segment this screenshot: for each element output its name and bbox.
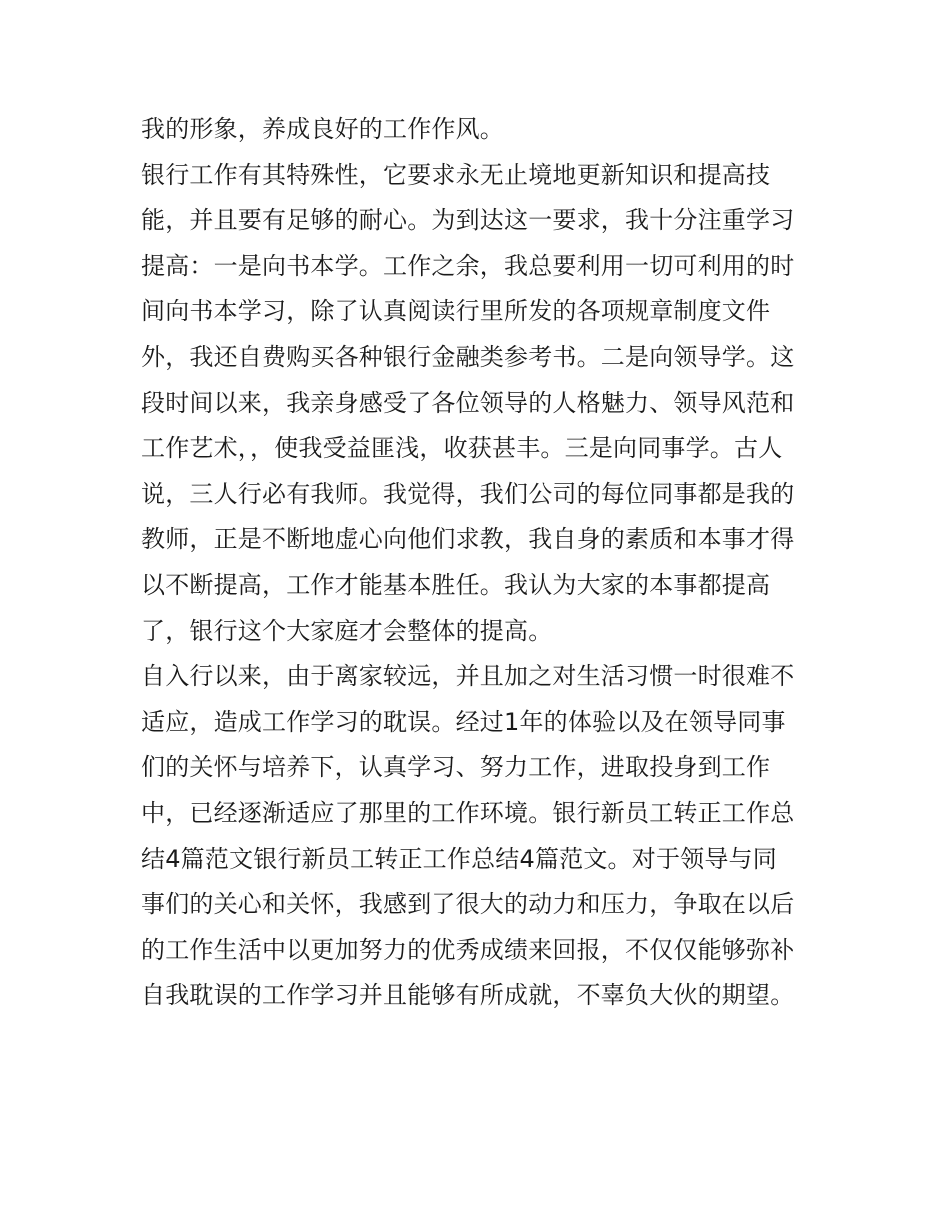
text-line: 适应，造成工作学习的耽误。经过1年的体验以及在领导同事 (141, 707, 786, 736)
text-line: 了，银行这个大家庭才会整体的提高。 (141, 616, 553, 645)
text-line: 以不断提高，工作才能基本胜任。我认为大家的本事都提高 (141, 570, 771, 599)
text-line: 自我耽误的工作学习并且能够有所成就，不辜负大伙的期望。 (141, 981, 795, 1010)
text-line: 银行工作有其特殊性，它要求永无止境地更新知识和提高技 (141, 160, 771, 189)
text-line: 自入行以来，由于离家较远，并且加之对生活习惯一时很难不 (141, 662, 795, 691)
text-line: 工作艺术，，使我受益匪浅，收获甚丰。三是向同事学。古人 (141, 434, 783, 463)
text-line: 间向书本学习，除了认真阅读行里所发的各项规章制度文件 (141, 297, 771, 326)
text-line: 结4篇范文银行新员工转正工作总结4篇范文。对于领导与同 (141, 844, 777, 873)
text-line: 的工作生活中以更加努力的优秀成绩来回报，不仅仅能够弥补 (141, 935, 795, 964)
text-line: 教师，正是不断地虚心向他们求教，我自身的素质和本事才得 (141, 525, 795, 554)
text-line: 说，三人行必有我师。我觉得，我们公司的每位同事都是我的 (141, 479, 795, 508)
body-text (141, 107, 821, 1019)
text-line: 我的形象，养成良好的工作作风。 (141, 115, 504, 143)
text-line: 外，我还自费购买各种银行金融类参考书。二是向领导学。这 (141, 342, 795, 371)
text-line: 中，已经逐渐适应了那里的工作环境。银行新员工转正工作总 (141, 798, 795, 827)
text-line: 段时间以来，我亲身感受了各位领导的人格魅力、领导风范和 (141, 388, 795, 417)
text-line: 提高：一是向书本学。工作之余，我总要利用一切可利用的时 (141, 251, 795, 280)
text-line: 事们的关心和关怀，我感到了很大的动力和压力，争取在以后 (141, 890, 795, 919)
text-line: 能，并且要有足够的耐心。为到达这一要求，我十分注重学习 (141, 206, 795, 235)
text-line: 们的关怀与培养下，认真学习、努力工作，进取投身到工作 (141, 753, 771, 782)
